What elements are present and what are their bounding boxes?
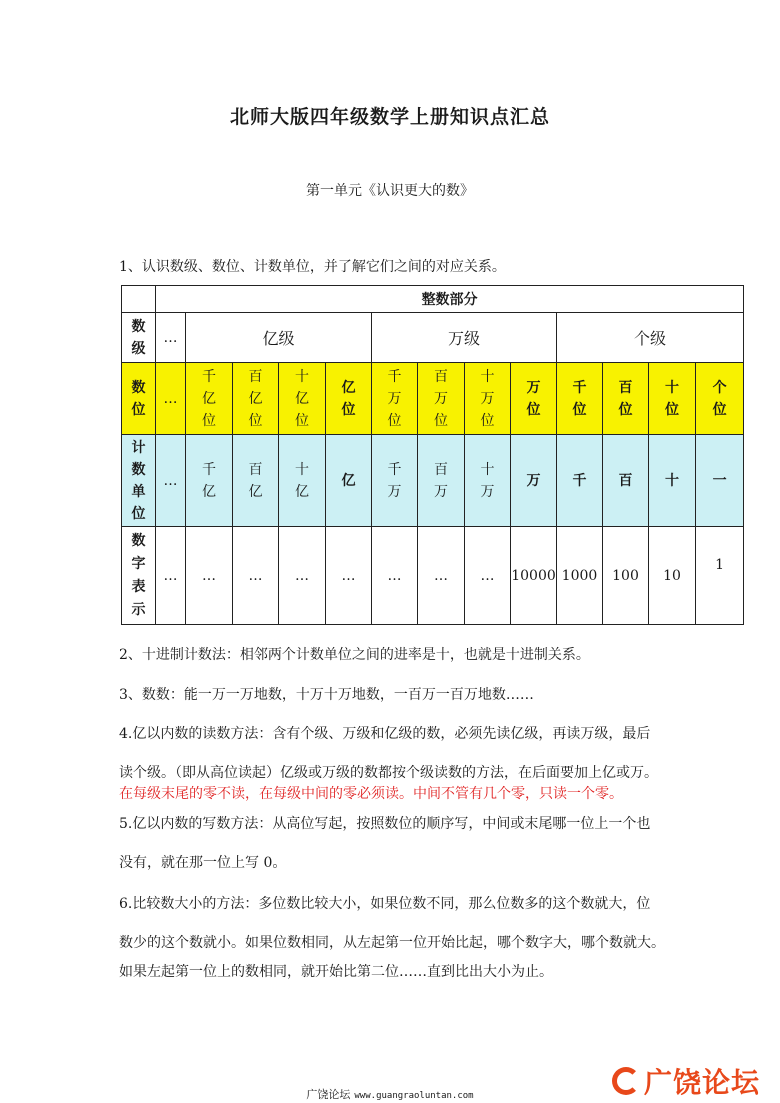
unit-char: 亿	[341, 472, 356, 489]
digit-cell: …	[326, 527, 372, 625]
place-char: 百	[434, 368, 448, 385]
unit-char: 万	[434, 483, 448, 500]
unit-cell	[233, 435, 279, 527]
unit-cell	[372, 435, 418, 527]
row-label-char: 计	[131, 439, 146, 456]
unit-char: 千	[572, 472, 587, 489]
place-char: 位	[248, 412, 263, 429]
place-cell	[186, 363, 233, 435]
unit-char: 千	[387, 461, 402, 478]
unit-char: 百	[434, 461, 448, 478]
footer-name: 广饶论坛	[306, 1088, 351, 1101]
unit-char: 十	[665, 472, 679, 489]
row-label-char: 单	[131, 483, 146, 500]
level-ge: 个级	[557, 313, 744, 363]
row-label-place	[122, 363, 156, 435]
place-cell	[649, 363, 696, 435]
unit-char: 万	[526, 472, 541, 489]
paragraph-4a: 4.亿以内数的读数方法：含有个级、万级和亿级的数，必须先读亿级，再读万级，最后	[119, 726, 651, 742]
place-char: 千	[572, 379, 587, 396]
unit-cell	[603, 435, 649, 527]
level-wan: 万级	[372, 313, 557, 363]
place-cell	[418, 363, 465, 435]
digit-cell: …	[418, 527, 465, 625]
unit-char: 亿	[295, 483, 309, 500]
unit-char: 十	[480, 461, 495, 478]
row-label-char: 位	[131, 401, 146, 418]
row-label-char: 位	[131, 505, 146, 522]
place-char: 百	[618, 379, 633, 396]
place-char: 位	[712, 401, 727, 418]
unit-char: 亿	[248, 483, 263, 500]
unit-cell	[326, 435, 372, 527]
paragraph-6c: 如果左起第一位上的数相同，就开始比第二位……直到比出大小为止。	[119, 964, 553, 980]
place-char: 十	[480, 368, 495, 385]
unit-char: 万	[387, 483, 402, 500]
paragraph-6b: 数少的这个数就小。如果位数相同，从左起第一位开始比起，哪个数字大，哪个数就大。	[119, 935, 665, 951]
place-cell	[557, 363, 603, 435]
place-char: 位	[202, 412, 216, 429]
place-cell	[696, 363, 744, 435]
unit-cell	[511, 435, 557, 527]
place-char: 位	[434, 412, 448, 429]
logo-mark-icon	[612, 1067, 640, 1095]
place-char: 位	[295, 412, 309, 429]
digit-cell: …	[279, 527, 326, 625]
level-ellipsis: …	[156, 313, 186, 363]
row-label-char: 数	[131, 461, 146, 478]
place-char: 位	[618, 401, 633, 418]
header-integer-part: 整数部分	[156, 286, 744, 313]
unit-cell	[279, 435, 326, 527]
place-cell	[279, 363, 326, 435]
place-char: 万	[480, 390, 495, 407]
unit-char: 亿	[202, 483, 216, 500]
digit-cell: …	[465, 527, 511, 625]
page-title: 北师大版四年级数学上册知识点汇总	[229, 106, 550, 128]
place-char: 位	[341, 401, 356, 418]
place-ellipsis: …	[156, 363, 186, 435]
paragraph-2: 2、十进制计数法：相邻两个计数单位之间的进率是十，也就是十进制关系。	[119, 647, 590, 663]
place-char: 万	[434, 390, 448, 407]
corner-cell	[122, 286, 156, 313]
row-label-char: 示	[131, 601, 146, 618]
digit-cell: 1	[696, 527, 744, 625]
paragraph-1: 1、认识数级、数位、计数单位，并了解它们之间的对应关系。	[119, 259, 506, 275]
row-label-level	[122, 313, 156, 363]
place-char: 亿	[202, 390, 216, 407]
digit-cell: 10	[649, 527, 696, 625]
row-label-char: 数	[131, 532, 146, 549]
footer-site: www.guangraoluntan.com	[354, 1091, 474, 1101]
unit-cell	[186, 435, 233, 527]
digit-cell: …	[186, 527, 233, 625]
paragraph-4b: 读个级。（即从高位读起）亿级或万级的数都按个级读数的方法，在后面要加上亿或万。	[119, 765, 658, 781]
row-label-char: 数	[131, 379, 146, 396]
place-char: 亿	[248, 390, 263, 407]
number-place-table	[121, 285, 744, 625]
digit-cell: 1000	[557, 527, 603, 625]
place-char: 十	[665, 379, 679, 396]
paragraph-3: 3、数数：能一万一万地数，十万十万地数，一百万一百万地数……	[119, 687, 534, 703]
row-label-char: 表	[131, 578, 146, 595]
place-char: 位	[387, 412, 402, 429]
row-label-unit	[122, 435, 156, 527]
place-char: 百	[248, 368, 263, 385]
place-cell	[465, 363, 511, 435]
place-char: 万	[387, 390, 402, 407]
place-cell	[233, 363, 279, 435]
digit-cell: 100	[603, 527, 649, 625]
unit-char: 一	[712, 472, 727, 489]
place-cell	[511, 363, 557, 435]
place-char: 位	[526, 401, 541, 418]
unit-cell	[696, 435, 744, 527]
place-char: 千	[202, 368, 216, 385]
unit-char: 千	[202, 461, 216, 478]
row-label-char: 字	[131, 555, 146, 572]
unit-char: 百	[618, 472, 633, 489]
unit-char: 十	[295, 461, 309, 478]
unit-cell	[418, 435, 465, 527]
paragraph-4c-highlight: 在每级末尾的零不读，在每级中间的零必须读。中间不管有几个零，只读一个零。	[119, 786, 623, 802]
logo-text: 广饶论坛	[644, 1065, 761, 1099]
row-label-char: 级	[131, 340, 146, 357]
row-label-char: 数	[131, 318, 146, 335]
place-char: 位	[665, 401, 679, 418]
row-label-digits	[122, 527, 156, 625]
digit-cell: …	[372, 527, 418, 625]
unit-char: 百	[248, 461, 263, 478]
paragraph-5b: 没有，就在那一位上写 0。	[119, 855, 287, 871]
place-char: 十	[295, 368, 309, 385]
unit-ellipsis: …	[156, 435, 186, 527]
level-yi: 亿级	[186, 313, 372, 363]
unit-cell	[557, 435, 603, 527]
paragraph-6a: 6.比较数大小的方法：多位数比较大小，如果位数不同，那么位数多的这个数就大，位	[119, 896, 651, 912]
digit-cell: …	[233, 527, 279, 625]
place-char: 亿	[341, 379, 356, 396]
unit-cell	[465, 435, 511, 527]
place-char: 位	[480, 412, 495, 429]
site-logo	[612, 1058, 780, 1103]
unit-cell	[649, 435, 696, 527]
digit-ellipsis: …	[156, 527, 186, 625]
place-char: 千	[387, 368, 402, 385]
place-cell	[372, 363, 418, 435]
unit-char: 万	[480, 483, 495, 500]
place-char: 亿	[295, 390, 309, 407]
place-cell	[326, 363, 372, 435]
digit-cell: 10000	[511, 527, 557, 625]
place-char: 位	[572, 401, 587, 418]
place-char: 万	[526, 379, 541, 396]
unit-title: 第一单元《认识更大的数》	[306, 183, 474, 199]
paragraph-5a: 5.亿以内数的写数方法：从高位写起，按照数位的顺序写，中间或末尾哪一位上一个也	[119, 816, 651, 832]
place-cell	[603, 363, 649, 435]
place-char: 个	[712, 379, 727, 396]
